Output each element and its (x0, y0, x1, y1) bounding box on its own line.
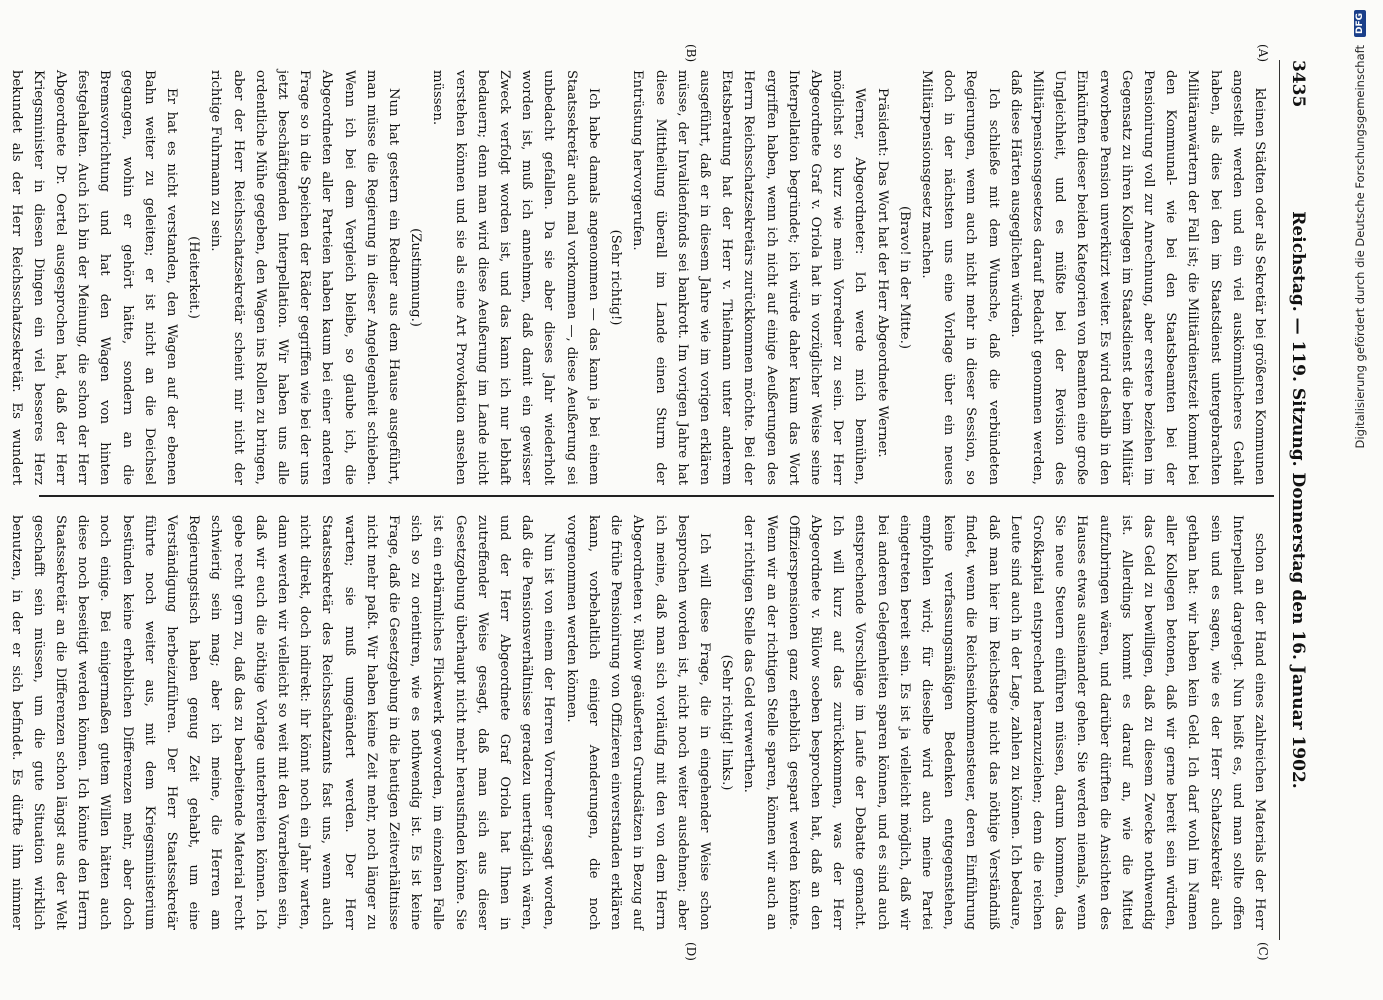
page-number: 3435 (1288, 60, 1308, 108)
header-rule (1279, 60, 1280, 940)
paragraph: Er hat es nicht verstanden, den Wagen auf der ebenen Bahn weiter zu geleiten; er ist nicht an die Deichsel gegangen, wohin er gehört hätte, sondern an die Bremsvorrichtung und hat den Wagen von hinten festgehalten. Auch ich bin der Meinung, die schon der Herr Abgeordnete Dr. Oertel ausgesprochen hat, daß der Herr Kriegsminister in diesen Dingen ein viel besseres Herz bekundet als der Herr Reichsschatzsekretär. Es wundert (8, 70, 180, 485)
session-title: Reichstag. — 119. Sitzung. Donnerstag den 16. Januar 1902. (1288, 211, 1308, 789)
margin-mark-b: (B) (684, 44, 698, 63)
page-header (1282, 60, 1312, 940)
margin-mark-c: (C) (1256, 942, 1270, 961)
paragraph: schon an der Hand eines zahlreichen Materials der Herr Interpellant dargelegt. Nun heißt es, und man sollte offen sein und es sagen, wie es der Herr Schatzsekretär auch gethan hat: wir haben kein Geld. Ich darf wohl im Namen aller Kollegen betonen, daß wir gerne bereit sein würden, das Geld zu bewilligen, daß zu diesem Zwecke nothwendig ist. Allerdings kommt es darauf an, wie die Mittel aufzubringen wären, und darüber dürften die Ansichten des Hauses etwas auseinander gehen. Sie werden niemals, wenn Sie neue Steuern einführen müssen, darum kommen, das Großkapital entsprechend heranzuziehen; denn die reichen Leute sind auch in der Lage, zahlen zu können. Ich bedaure, daß man hier im Reichstage nicht das nöthige Verständniß findet, wenn die Reichseinkommensteuer, deren Einführung keine verfassungsmäßigen Bedenken entgegenstehen, empfohlen wird; für dieselbe wird auch meine Partei eingetreten bereit sein. Es ist ja vielleicht möglich, daß wir bei anderen Gelegenheiten sparen können, und es sind auch entsprechende Vorschläge im Laufe der Debatte gemacht. Ich will kurz auf das zurückkommen, was der Herr Abgeordnete v. Bülow soeben besprochen hat, daß an den Offizierspensionen ganz erheblich gespart werden könnte. Wenn wir an der richtigen Stelle sparen, können wir auch an der richtigen Stelle das Geld verwerthen. (741, 515, 1267, 930)
paragraph: Nun hat gestern ein Redner aus dem Hause ausgeführt, man müsse die Regierung in dieser Angelegenheit schieben. Wenn ich bei dem Vergleich bleibe, so glaube ich, die Abgeordneten aller Parteien haben kaum bei einer anderen Frage so in die Speichen der Räder gegriffen wie bei der uns jetzt beschäftigenden Interpellation. Wir haben uns alle ordentliche Mühe gegeben, den Wagen ins Rollen zu bringen, aber der Herr Reichsschatzsekretär scheint mir nicht der richtige Fuhrmann zu sein. (208, 70, 402, 485)
paragraph: Ich habe damals angenommen — das kann ja bei einem Staatssekretär auch mal vorkommen —, diese Aeußerung sei unbedacht gefallen. Da sie aber dieses Jahr wiederholt worden ist, muß ich annehmen, daß damit ein gewisser Zweck verfolgt worden ist, und das kann ich nur lebhaft bedauern; denn man wird diese Aeußerung im Lande nicht verstehen können und sie als eine Art Provokation ansehen müssen. (430, 70, 601, 485)
paragraph: kleinen Städten oder als Sekretär bei größeren Kommunen angestellt werden und ein viel auskömmlicheres Gehalt haben, als dies bei den im Staatsdienst untergebrachten Militäranwärtern der Fall ist; die Militärdienstzeit kommt bei den Kommunal- wie bei den Staatsbeamten bei der Pensionirung voll zur Anrechnung, aber erstere beziehen im Gegensatz zu ihren Kollegen im Staatsdienst die beim Militär erworbene Pension unverkürzt weiter. Es wird deshalb in den Einkünften dieser beiden Kategorien von Beamten eine große Ungleichheit, und es müßte bei der Revision des Militärpensionsgesetzes darauf Bedacht genommen werden, daß diese Härten ausgeglichen würden. (1007, 70, 1267, 485)
margin-mark-a: (A) (1256, 44, 1270, 63)
paragraph: Ich schließe mit dem Wunsche, daß die verbündeten Regierungen, wenn auch nicht mehr in dieser Session, so doch in der nächsten uns eine Vorlage über ein neues Militärpensionsgesetz machen. (918, 70, 1001, 485)
left-column (8, 70, 1270, 485)
paragraph: Werner, Abgeordneter: Ich werde mich bemühen, möglichst so kurz wie mein Vorredner zu sein. Der Herr Abgeordnete Graf v. Oriola hat in vorzüglicher Weise seine Interpellation begründet; ich würde daher kaum das Wort ergriffen haben, wenn ich nicht auf einige Aeußerungen des Herrn Reichsschatzsekretärs zurückkommen möchte. Bei der Etatsberatung hat der Herr v. Thielmann unter anderem ausgeführt, daß er in diesem Jahre wie im vorigen erklären müsse, der Invalidenfonds sei bankrott. Im vorigen Jahre hat diese Mittheilung überall im Lande einen Sturm der Entrüstung hervorgerufen. (630, 70, 868, 485)
margin-mark-d: (D) (684, 942, 698, 961)
dfg-logo: DFG (1354, 10, 1366, 37)
paragraph: Präsident: Das Wort hat der Herr Abgeordnete Werner. (874, 88, 890, 458)
paragraph: (Sehr richtig!) (608, 229, 624, 326)
digitization-text: Digitalisierung gefördert durch die Deutsche Forschungsgemeinschaft (1353, 45, 1367, 449)
paragraph: (Heiterkeit.) (186, 236, 202, 319)
paragraph: Nun ist von einem der Herren Vorredner gesagt worden, daß die Pensionsverhältnisse geradezu unerträglich wären, und der Herr Abgeordnete Graf Oriola hat Ihnen in zutreffender Weise gesagt, daß man sich aus dieser Gesetzgebung überhaupt nicht mehr herausfinden könne. Sie ist ein erbärmliches Flickwerk geworden, im einzelnen Falle sich so zu orientiren, wie es nothwendig ist. Es ist keine Frage, daß die Gesetzgebung in die heutigen Zeitverhältnisse nicht mehr paßt. Wir haben keine Zeit mehr, noch länger zu warten; sie muß umgeändert werden. Der Herr Staatssekretär des Reichsschatzamts fast uns, wenn auch nicht direkt, doch indirekt: ihr könnt noch ein Jahr warten, dann werden wir vielleicht so weit mit den Vorarbeiten sein, daß wir euch die nöthige Vorlage unterbreiten können. Ich gebe recht gern zu, daß das zu bearbeitende Material recht schwierig sein mag; aber ich meine, die Herren am Regierungstisch haben genug Zeit gehabt, um eine Verständigung herbeizuführen. Der Herr Staatssekretär führte noch weiter aus, mit dem Kriegsministerium bestünden keine erheblichen Differenzen mehr, aber doch noch einige. Bei einigermaßen gutem Willen hätten auch diese noch beseitigt werden können. Ich könnte den Herrn Staatssekretär an die Differenzen schon längst aus der Welt geschafft sein müssen, um die gute Situation wirklich benutzen, in der er sich befindet. Es dürfte ihm nimmer (8, 515, 557, 930)
right-column (8, 515, 1270, 930)
paragraph: Ich will diese Frage, die in eingehender Weise schon besprochen worden ist, nicht noch weiter ausdehnen; aber ich meine, daß man sich vorläufig mit den von dem Herrn Abgeordneten v. Bülow geäußerten Grundsätzen in Bezug auf die frühe Pensionirung von Offizieren einverstanden erklären kann, vorbehaltlich einiger Aenderungen, die noch vorgenommen werden können. (563, 515, 712, 930)
paragraph: (Sehr richtig! links.) (719, 654, 735, 791)
column-rule (39, 495, 1274, 497)
paragraph: (Bravo! in der Mitte.) (896, 206, 912, 349)
paragraph: (Zustimmung.) (408, 228, 424, 327)
digitization-note (1340, 0, 1380, 1000)
